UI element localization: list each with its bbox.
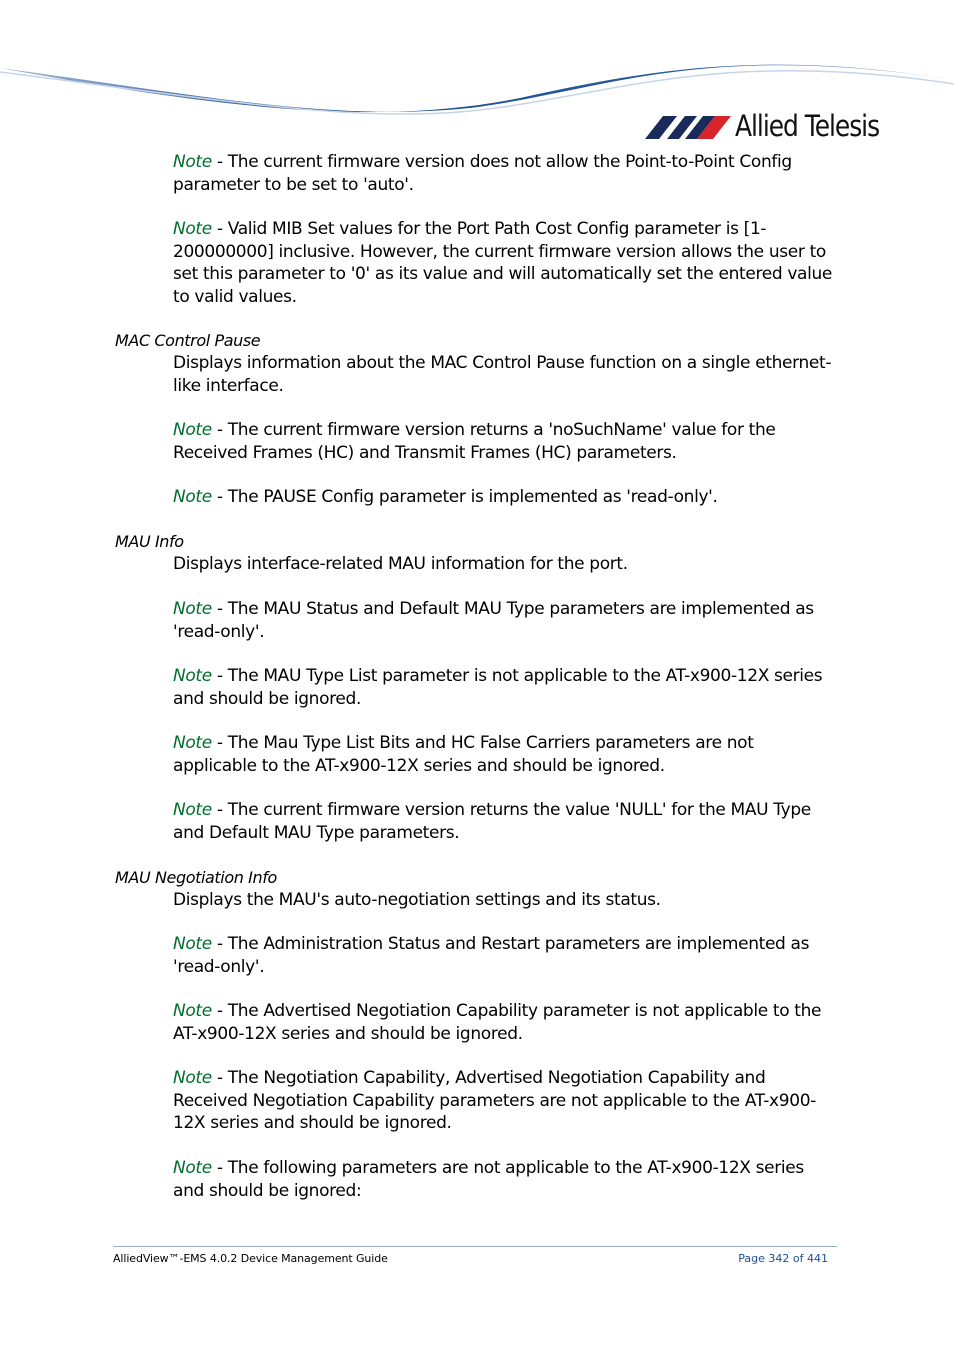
note-label: Note	[173, 487, 212, 507]
note-text: - The MAU Status and Default MAU Type parameters are implemented as 'read-only'.	[173, 599, 814, 642]
note-text: - The current firmware version returns the value 'NULL' for the MAU Type and Default MAU Type parameters.	[173, 800, 811, 843]
note-text: - The Negotiation Capability, Advertised Negotiation Capability and Received Negotiation Capability parameters are not applicable to the AT-x900-12X series and should be ignored.	[173, 1068, 816, 1133]
section-heading: MAC Control Pause	[115, 331, 261, 350]
note-label: Note	[173, 934, 212, 954]
note-label: Note	[173, 420, 212, 440]
note-paragraph	[173, 598, 838, 643]
footer-title: AlliedView™-EMS 4.0.2 Device Management Guide	[113, 1252, 388, 1265]
note-label: Note	[173, 1158, 212, 1178]
note-text: - The following parameters are not applicable to the AT-x900-12X series and should be ignored:	[173, 1158, 804, 1201]
section-heading: MAU Info	[115, 532, 184, 551]
description-paragraph: Displays interface-related MAU information for the port.	[173, 554, 628, 574]
note-text: - The MAU Type List parameter is not applicable to the AT-x900-12X series and should be ignored.	[173, 666, 823, 709]
note-paragraph	[173, 665, 838, 710]
note-label: Note	[173, 1068, 212, 1088]
note-label: Note	[173, 733, 212, 753]
description-paragraph: Displays information about the MAC Control Pause function on a single ethernet-like interface.	[173, 353, 832, 396]
note-label: Note	[173, 219, 212, 239]
note-label: Note	[173, 599, 212, 619]
note-text: - The Advertised Negotiation Capability parameter is not applicable to the AT-x900-12X series and should be ignored.	[173, 1001, 822, 1044]
note-label: Note	[173, 800, 212, 820]
note-paragraph	[173, 151, 838, 196]
note-paragraph	[173, 1067, 838, 1135]
note-paragraph	[173, 486, 838, 509]
note-paragraph	[173, 933, 838, 978]
note-paragraph	[173, 1000, 838, 1045]
note-paragraph	[173, 799, 838, 844]
note-text: - Valid MIB Set values for the Port Path Cost Config parameter is [1-200000000] inclusive. However, the current firmware version allows the user to set this parameter to '0' as its value and will automatically set the entered value to valid values.	[173, 219, 833, 307]
note-label: Note	[173, 1001, 212, 1021]
footer-page-number: Page 342 of 441	[738, 1252, 828, 1265]
note-text: - The current firmware version does not allow the Point-to-Point Config parameter to be set to 'auto'.	[173, 152, 792, 195]
note-paragraph	[173, 419, 838, 464]
note-paragraph	[173, 1157, 838, 1202]
note-paragraph	[173, 218, 838, 308]
description-paragraph: Displays the MAU's auto-negotiation settings and its status.	[173, 890, 661, 910]
allied-telesis-logo-icon	[645, 108, 735, 148]
note-label: Note	[173, 152, 212, 172]
brand-wordmark: Allied Telesis	[735, 109, 880, 143]
note-text: - The Mau Type List Bits and HC False Carriers parameters are not applicable to the AT-x900-12X series and should be ignored.	[173, 733, 754, 776]
note-text: - The Administration Status and Restart parameters are implemented as 'read-only'.	[173, 934, 810, 977]
note-paragraph	[173, 732, 838, 777]
note-label: Note	[173, 666, 212, 686]
note-text: - The PAUSE Config parameter is implemented as 'read-only'.	[211, 487, 718, 507]
section-heading: MAU Negotiation Info	[115, 868, 277, 887]
note-text: - The current firmware version returns a 'noSuchName' value for the Received Frames (HC) and Transmit Frames (HC) parameters.	[173, 420, 776, 463]
footer-divider	[113, 1246, 837, 1247]
